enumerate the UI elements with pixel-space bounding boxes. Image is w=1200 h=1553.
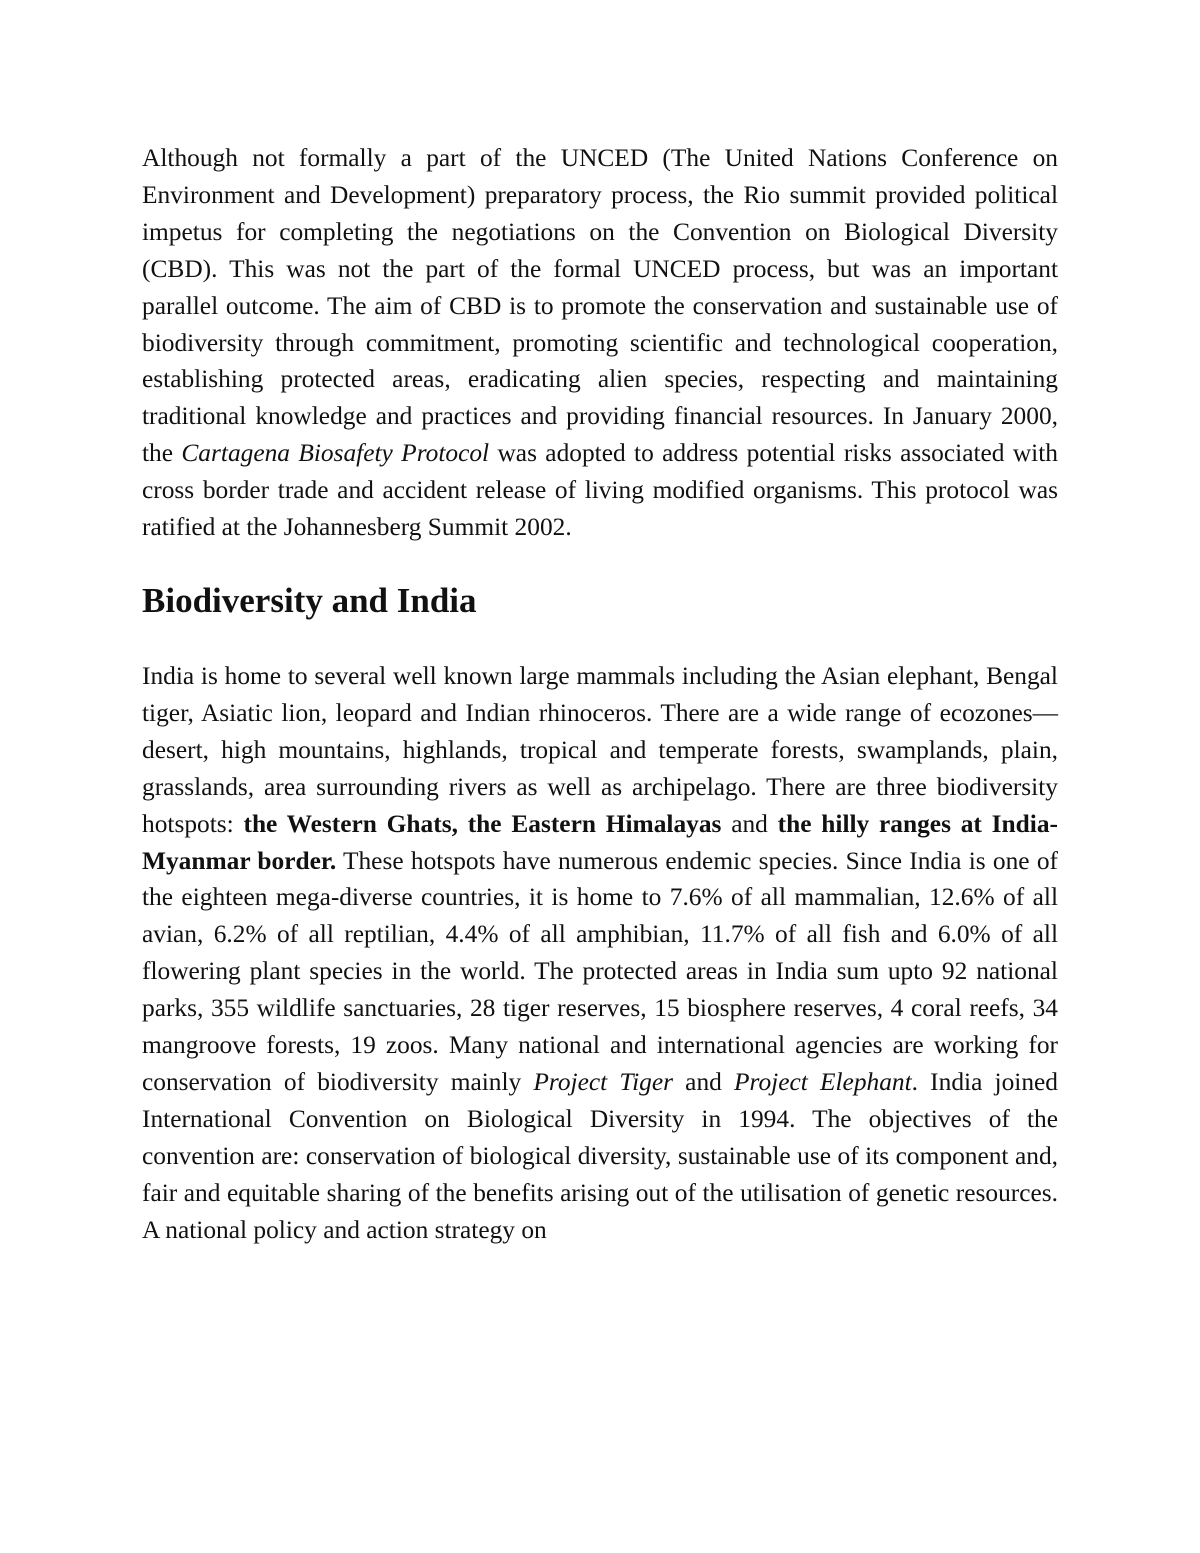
document-page — [142, 140, 1058, 1248]
bold-term-hotspots-2: the hilly ranges at India-Myanmar border. — [142, 809, 1058, 875]
italic-term-project-elephant: Project Elephant — [734, 1067, 912, 1096]
paragraph-text: Although not formally a part of the UNCED (The United Nations Conference on Environment and Development) preparatory process, the Rio summit provided political impetus for completing the negotiations on the Convention on Biological Diversity (CBD). This was not the part of the formal UNCED process, but was an important parallel outcome. The aim of CBD is to promote the conservation and sustainable use of biodiversity through commitment, promoting scientific and technological cooperation, establishing protected areas, eradicating alien species, respecting and maintaining traditional knowledge and practices and providing financial resources. In January 2000, the — [142, 144, 1058, 468]
paragraph-text: and — [721, 809, 778, 838]
paragraph-biodiversity-india — [142, 658, 1058, 1249]
paragraph-text: . India joined International Convention on Biological Diversity in 1994. The objectives of the convention are: conservation of biological diversity, sustainable use of its component and, fair and equitable sharing of the benefits arising out of the utilisation of genetic resources. A national policy and action strategy on — [142, 1067, 1058, 1244]
italic-term-project-tiger: Project Tiger — [533, 1067, 673, 1096]
paragraph-text: was adopted to address potential risks associated with cross border trade and accident release of living modified organisms. This protocol was ratified at the Johannesberg Summit 2002. — [142, 439, 1058, 542]
paragraph-text: and — [673, 1067, 735, 1096]
paragraph-text: These hotspots have numerous endemic species. Since India is one of the eighteen mega-diverse countries, it is home to 7.6% of all mammalian, 12.6% of all avian, 6.2% of all reptilian, 4.4% of all amphibian, 11.7% of all fish and 6.0% of all flowering plant species in the world. The protected areas in India sum upto 92 national parks, 355 wildlife sanctuaries, 28 tiger reserves, 15 biosphere reserves, 4 coral reefs, 34 mangroove forests, 19 zoos. Many national and international agencies are working for conservation of biodiversity mainly — [142, 846, 1058, 1096]
italic-term-cartagena-protocol: Cartagena Biosafety Protocol — [181, 439, 490, 468]
section-heading: Biodiversity and India — [142, 580, 477, 620]
paragraph-text: India is home to several well known large mammals including the Asian elephant, Bengal tiger, Asiatic lion, leopard and Indian rhinoceros. There are a wide range of ecozones—desert, high mountains, highlands, tropical and temperate forests, swamplands, plain, grasslands, area surrounding rivers as well as archipelago. There are three biodiversity hotspots: — [142, 661, 1058, 838]
paragraph-cbd — [142, 140, 1058, 546]
bold-term-hotspots-1: the Western Ghats, the Eastern Himalayas — [243, 809, 722, 838]
